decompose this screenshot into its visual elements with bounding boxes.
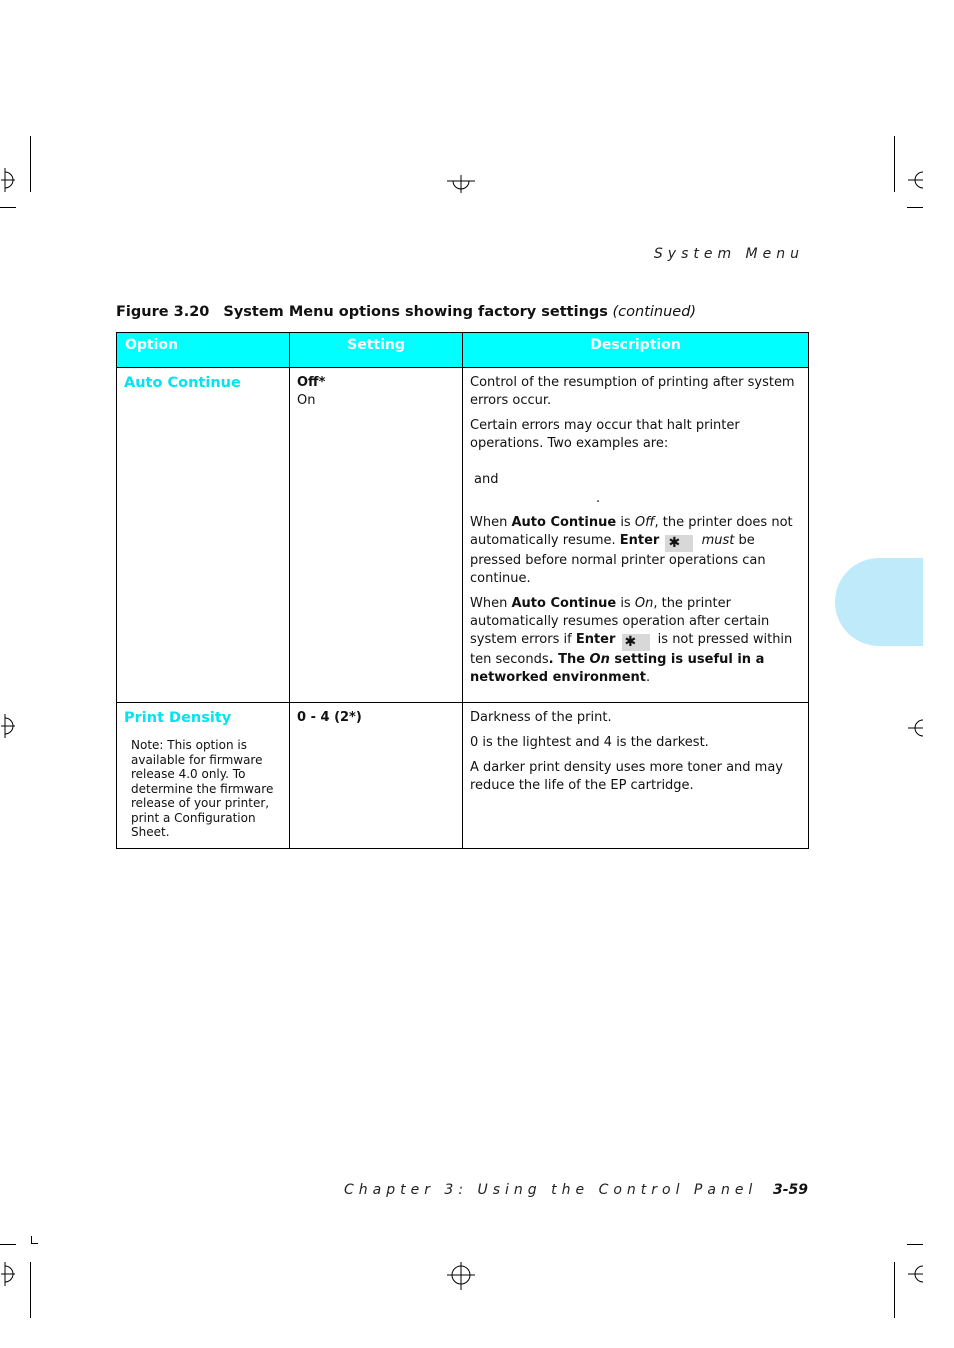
setting-range: 0 - 4 (2*) xyxy=(297,710,362,725)
figure-label: Figure 3.20 xyxy=(116,304,210,320)
enter-key-icon: ✱ xyxy=(665,535,693,552)
description-text: When Auto Continue is Off, the printer does not automatically resume. Enter ✱ must be pressed before normal printer operations can continue. xyxy=(470,515,793,586)
enter-key-icon: ✱ xyxy=(622,634,650,651)
description-text: When Auto Continue is On, the printer automatically resumes operation after certain system errors if Enter ✱ is not pressed within ten seconds. The On setting is useful in a networked environment. xyxy=(470,596,793,685)
registration-mark-icon xyxy=(906,716,924,740)
description-cell xyxy=(463,368,809,703)
page-number: 3-59 xyxy=(772,1182,808,1198)
table-header-row xyxy=(117,333,809,368)
chapter-thumb-tab xyxy=(835,558,923,646)
figure-caption xyxy=(116,304,696,320)
setting-default: Off* xyxy=(297,375,326,390)
option-name: Auto Continue xyxy=(124,375,241,391)
header-description: Description xyxy=(463,333,809,368)
option-cell xyxy=(117,703,290,849)
registration-mark-icon xyxy=(0,168,16,192)
header-setting: Setting xyxy=(290,333,463,368)
table-row xyxy=(117,368,809,703)
description-text: Darkness of the print. xyxy=(470,710,612,725)
description-text: Control of the resumption of printing after system errors occur. xyxy=(470,375,795,408)
option-note: Note: This option is available for firmware release 4.0 only. To determine the firmware release of your printer, print a Configuration Sheet. xyxy=(131,738,274,839)
running-head: System Menu xyxy=(653,246,804,262)
figure-suffix: (continued) xyxy=(612,304,697,320)
setting-cell xyxy=(290,703,463,849)
registration-mark-icon xyxy=(0,1262,16,1286)
option-cell xyxy=(117,368,290,703)
system-menu-table xyxy=(116,332,809,849)
description-text: A darker print density uses more toner and may reduce the life of the EP cartridge. xyxy=(470,760,784,793)
registration-mark-icon xyxy=(906,1262,924,1286)
description-text: 0 is the lightest and 4 is the darkest. xyxy=(470,735,709,750)
setting-cell xyxy=(290,368,463,703)
registration-mark-icon xyxy=(447,173,475,193)
table-row xyxy=(117,703,809,849)
registration-mark-icon xyxy=(0,714,16,738)
footer-chapter: Chapter 3: Using the Control Panel xyxy=(344,1182,758,1198)
header-option: Option xyxy=(117,333,290,368)
description-text: and xyxy=(474,472,499,487)
description-text: Certain errors may occur that halt printer operations. Two examples are: xyxy=(470,418,740,451)
description-cell xyxy=(463,703,809,849)
setting-value: On xyxy=(297,393,316,408)
description-text: . xyxy=(596,491,601,506)
registration-mark-icon xyxy=(447,1262,475,1290)
registration-mark-icon xyxy=(906,168,924,192)
figure-title: System Menu options showing factory settings xyxy=(223,304,608,320)
option-name: Print Density xyxy=(124,710,232,726)
